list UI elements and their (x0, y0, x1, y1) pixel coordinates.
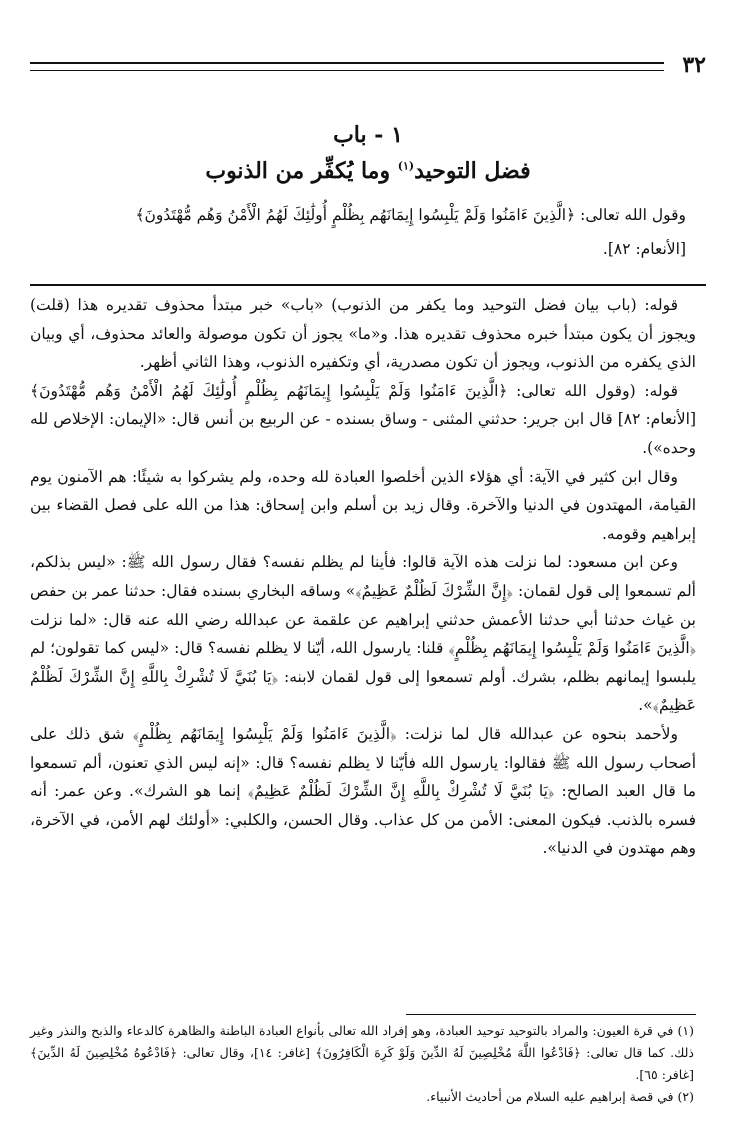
verse-intro: وقول الله تعالى: (575, 206, 686, 224)
chapter-verse (28, 198, 686, 266)
page-header (30, 52, 706, 78)
footnotes (30, 1020, 694, 1108)
chapter-title-part2: وما يُكفِّر من الذنوب (205, 158, 398, 184)
section-divider (30, 284, 706, 286)
commentary-paragraph: قوله: (وقول الله تعالى: ﴿الَّذِينَ ءَامَنُوا وَلَمْ يَلْبِسُوا إِيمَانَهُم بِظُلْمٍ أُولَٰئِكَ لَهُمُ الْأَمْنُ وَهُم مُّهْتَدُونَ﴾ [الأنعام: ٨٢] قال ابن جرير: حدثني المثنى - وساق بسنده - عن الربيع بن أنس قال: «الإيمان: الإخلاص لله وحده»). (30, 381, 696, 457)
commentary-paragraph: قوله: (باب بيان فضل التوحيد وما يكفر من الذنوب) «باب» خبر مبتدأ محذوف تقديره هذا (قلت) ويجوز أن يكون مبتدأ خبره محذوف تقديره هذا. و«ما» يجوز أن تكون موصولة والعائد محذوف، أي وبيان الذي يكفره من الذنوب، ويجوز أن تكون مصدرية، أي وتكفيره الذنوب، وهذا الثاني أظهر. (30, 296, 696, 372)
commentary-paragraph: وعن ابن مسعود: لما نزلت هذه الآية قالوا: فأينا لم يظلم نفسه؟ فقال رسول الله ﷺ: «ليس بذلكم، ألم تسمعوا إلى قول لقمان: ﴿إِنَّ الشِّرْكَ لَظُلْمٌ عَظِيمٌ﴾» وساقه البخاري بسنده فقال: حدثنا عمر بن حفص بن غياث حدثنا أبي حدثنا الأعمش حدثني إبراهيم عن علقمة عن عبدالله رضي الله عنه قال: «لما نزلت ﴿الَّذِينَ ءَامَنُوا وَلَمْ يَلْبِسُوا إِيمَانَهُم بِظُلْمٍ﴾ قلنا: يارسول الله، أيّنا لا يظلم نفسه؟ قال: «ليس كما تقولون؛ لم يلبسوا إيمانهم بظلم، بشرك. أولم تسمعوا إلى قول لقمان لابنه: ﴿يَا بُنَيَّ لَا تُشْرِكْ بِاللَّهِ إِنَّ الشِّرْكَ لَظُلْمٌ عَظِيمٌ﴾». (30, 553, 696, 715)
commentary-paragraph: ولأحمد بنحوه عن عبدالله قال لما نزلت: ﴿الَّذِينَ ءَامَنُوا وَلَمْ يَلْبِسُوا إِيمَانَهُم بِظُلْمٍ﴾ شق ذلك على أصحاب رسول الله ﷺ فقالوا: يارسول الله فأيّنا لا يظلم نفسه؟ قال: «إنه ليس الذي تعنون، ألم تسمعوا ما قال العبد الصالح: ﴿يَا بُنَيَّ لَا تُشْرِكْ بِاللَّهِ إِنَّ الشِّرْكَ لَظُلْمٌ عَظِيمٌ﴾ إنما هو الشرك». وعن عمر: أنه فسره بالذنب. فيكون المعنى: الأمن من كل عذاب. وقال الحسن، والكلبي: «أولئك لهم الأمن، في الآخرة، وهم مهتدون في الدنيا». (30, 724, 696, 858)
chapter-title (0, 158, 736, 184)
commentary-text (30, 291, 696, 863)
chapter-number: ١ - باب (333, 122, 403, 148)
verse-reference: [الأنعام: ٨٢]. (602, 240, 686, 258)
footnote-ref-1[interactable]: (١) (397, 159, 415, 173)
footnote-2: (٢) في قصة إبراهيم عليه السلام من أحاديث الأنبياء. (426, 1089, 694, 1104)
page-number: ٣٢ (682, 52, 706, 78)
header-rule (30, 62, 664, 71)
footnote-1: (١) في قرة العيون: والمراد بالتوحيد توحيد العبادة، وهو إفراد الله تعالى بأنواع العبادة الباطنة والظاهرة كالدعاء والذبح والنذر وغير ذلك. كما قال تعالى: ﴿فَادْعُوا اللَّهَ مُخْلِصِينَ لَهُ الدِّينَ وَلَوْ كَرِهَ الْكَافِرُونَ﴾ [غافر: ١٤]، وقال تعالى: ﴿فَادْعُوهُ مُخْلِصِينَ لَهُ الدِّينَ﴾ [غافر: ٦٥]. (30, 1023, 694, 1082)
commentary-paragraph: وقال ابن كثير في الآية: أي هؤلاء الذين أخلصوا العبادة لله وحده، ولم يشركوا به شيئًا: هم الآمنون يوم القيامة، المهتدون في الدنيا والآخرة. وقال زيد بن أسلم وابن إسحاق: هذا من الله على فصل القضاء بين إبراهيم وقومه. (30, 467, 696, 543)
verse-quran: ﴿الَّذِينَ ءَامَنُوا وَلَمْ يَلْبِسُوا إِيمَانَهُم بِظُلْمٍ أُولَٰئِكَ لَهُمُ الْأَمْنُ وَهُم مُّهْتَدُونَ﴾ (135, 206, 576, 224)
footnote-divider (406, 1014, 696, 1015)
chapter-title-part1: فضل التوحيد (414, 158, 531, 184)
